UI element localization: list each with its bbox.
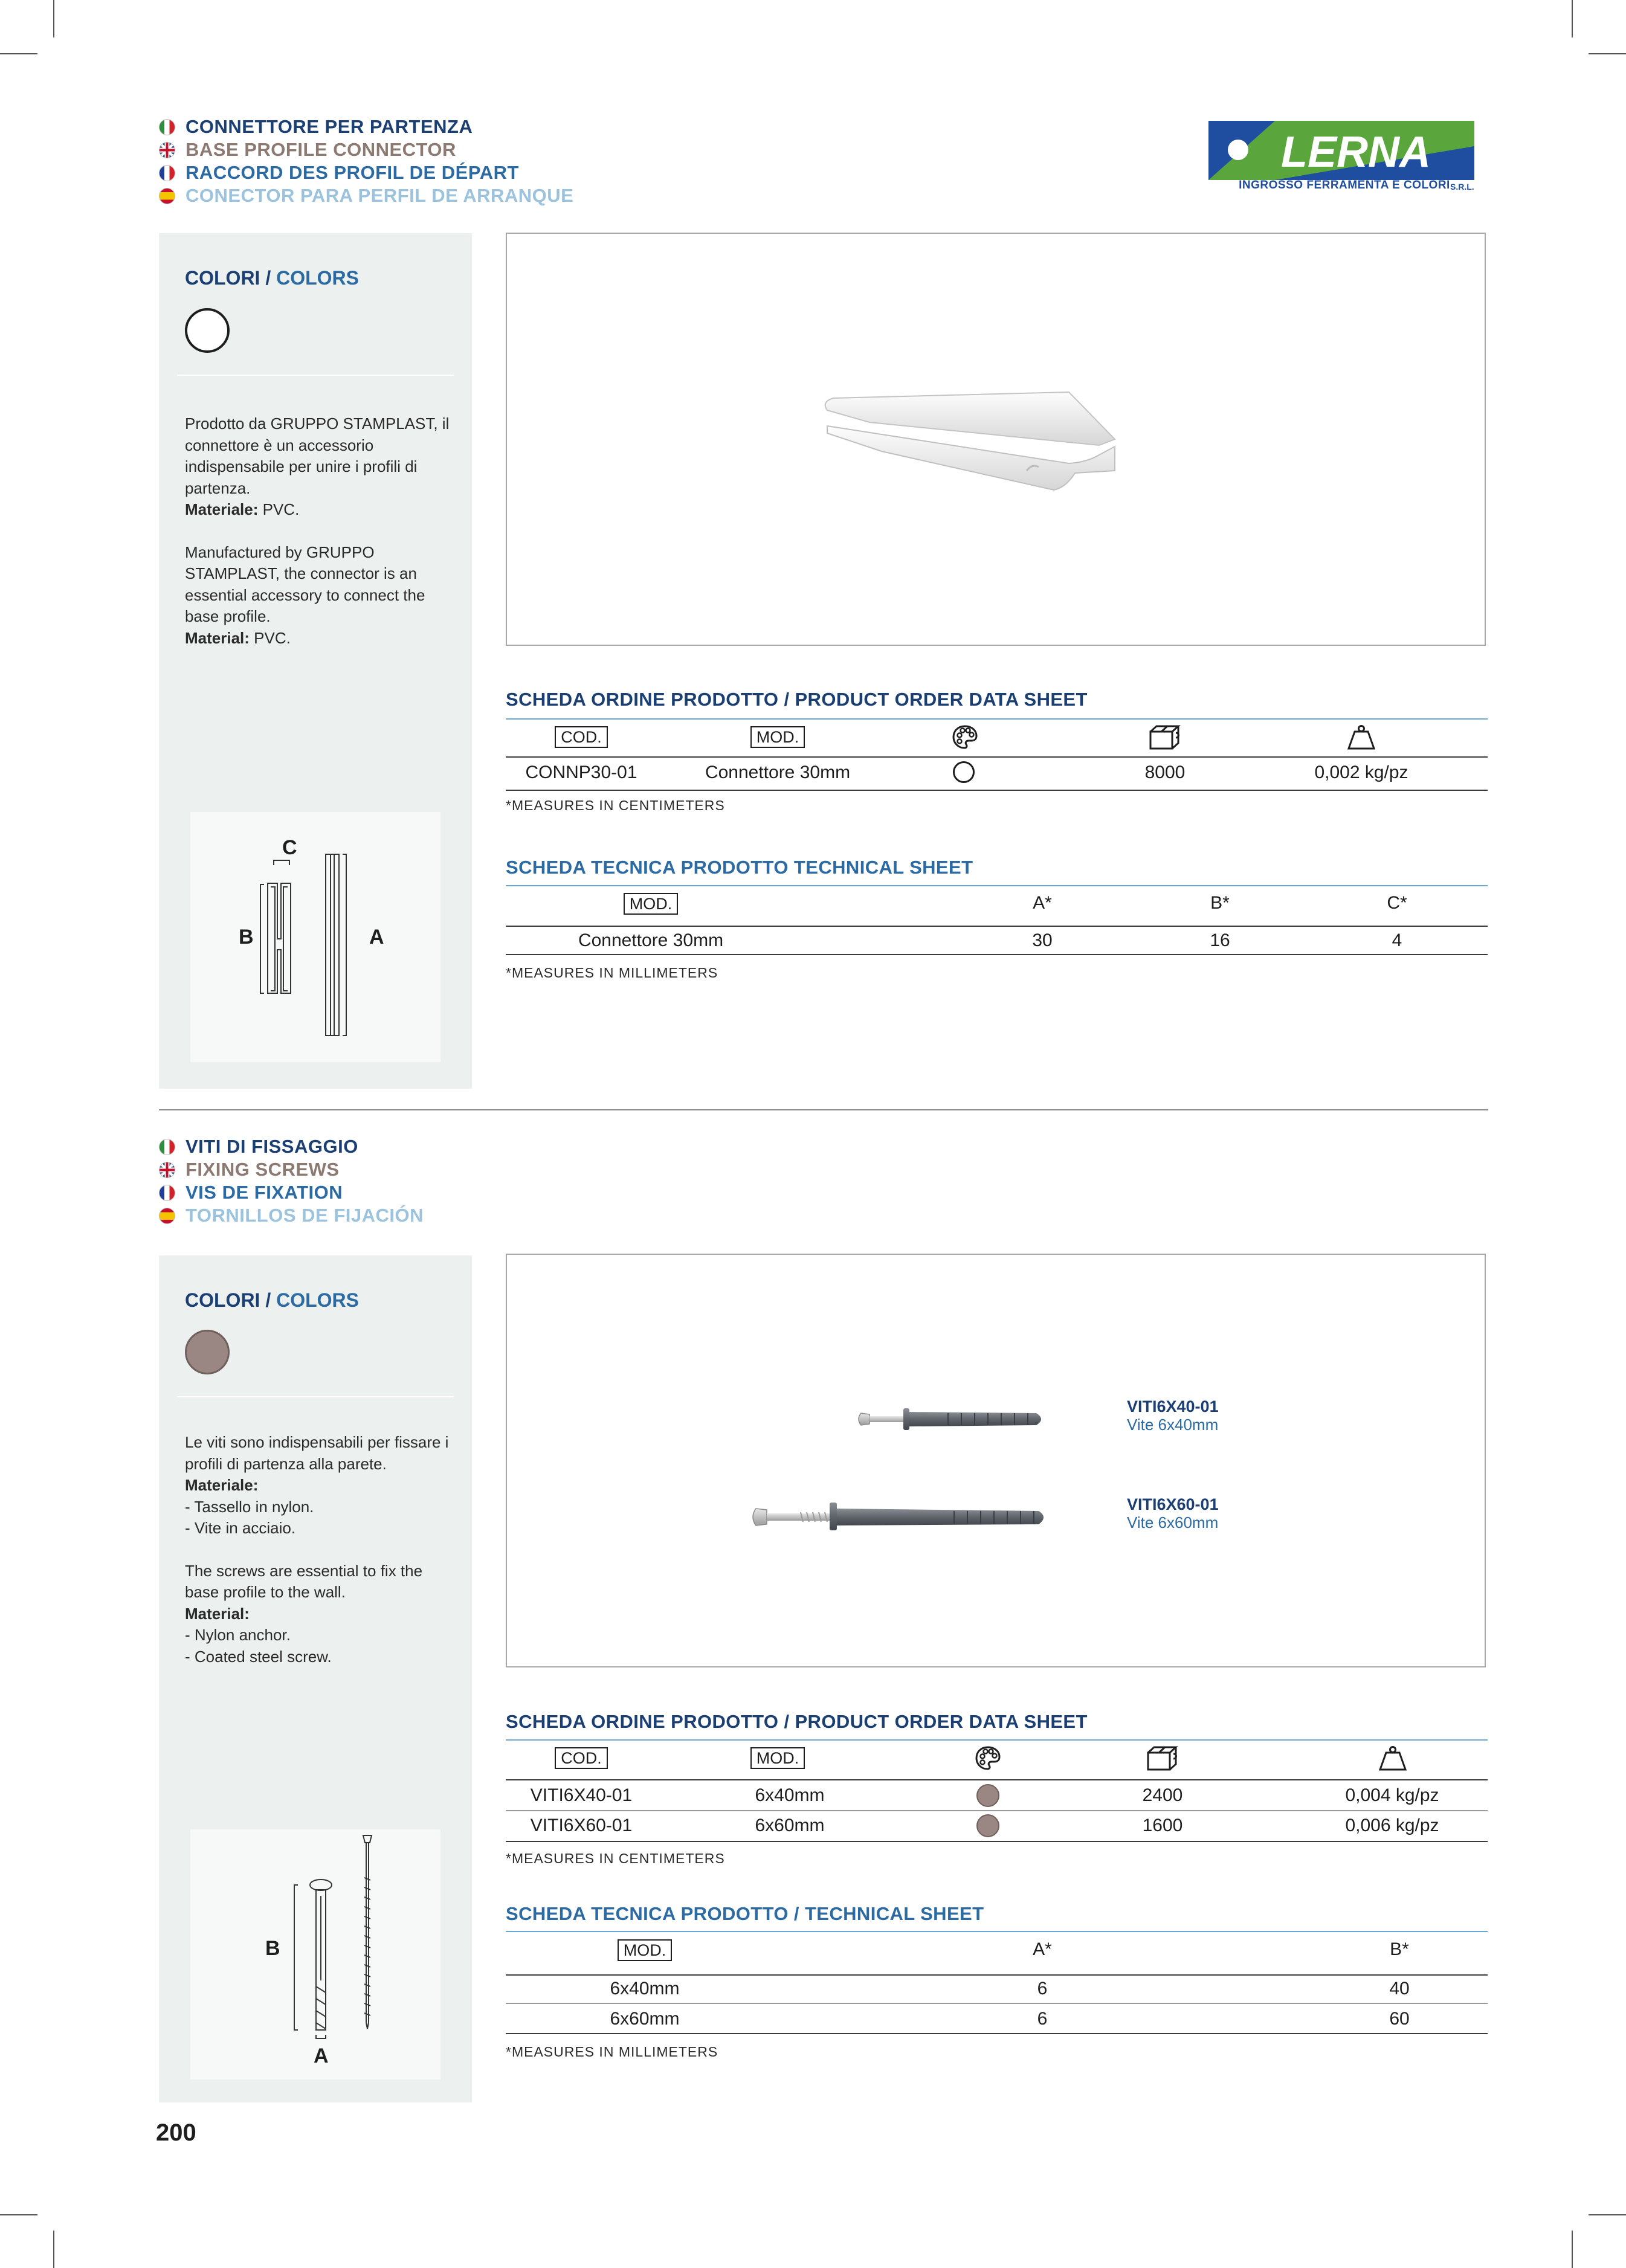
table-rule: [506, 1779, 1488, 1780]
uk-flag-icon: [159, 142, 175, 158]
cell-cod: CONNP30-01: [525, 762, 637, 782]
title-rule: [506, 1931, 1488, 1932]
title-rule: [506, 885, 1488, 886]
cell-qty: 1600: [1142, 1815, 1183, 1835]
crop-mark: [1572, 0, 1573, 37]
section1-side-panel: [159, 233, 472, 1089]
cell-a: 6: [1037, 1979, 1048, 1999]
cell-cod: VITI6X40-01: [530, 1785, 633, 1805]
palette-icon: [950, 724, 980, 755]
dimension-a-label: A: [369, 926, 384, 949]
table-rule: [506, 2033, 1488, 2034]
product-code-label: VITI6X60-01: [1127, 1495, 1219, 1513]
box-icon: [1148, 724, 1182, 756]
measure-note: *MEASURES IN CENTIMETERS: [506, 797, 725, 813]
title-rule: [506, 718, 1488, 720]
table-rule: [506, 756, 1488, 758]
col-header-a: A*: [1033, 1939, 1052, 1959]
title-en: BASE PROFILE CONNECTOR: [159, 138, 573, 161]
section2-titles: [159, 1135, 424, 1227]
svg-text:S.R.L.: S.R.L.: [1450, 182, 1474, 192]
cell-mod: 6x60mm: [755, 1815, 825, 1835]
col-header-mod: MOD.: [687, 726, 868, 748]
title-it: VITI DI FISSAGGIO: [159, 1135, 424, 1158]
material-it: Materiale: PVC.: [185, 500, 300, 518]
weight-icon: [1378, 1745, 1408, 1776]
italy-flag-icon: [159, 1139, 175, 1155]
svg-text:LERNA: LERNA: [1281, 128, 1431, 176]
crop-mark: [53, 2231, 54, 2268]
cell-weight: 0,006 kg/pz: [1345, 1815, 1439, 1835]
title-es: TORNILLOS DE FIJACIÓN: [159, 1204, 424, 1227]
colors-title: COLORI / COLORS: [185, 1289, 359, 1311]
col-header-c: C*: [1387, 893, 1407, 913]
col-header-a: A*: [1033, 893, 1052, 913]
color-swatch-grey-brown: [975, 1814, 1001, 1842]
table-rule: [506, 2003, 1488, 2004]
color-swatch-grey-brown: [975, 1784, 1001, 1812]
weight-icon: [1346, 724, 1376, 755]
page-number: 200: [156, 2119, 196, 2146]
dimension-b-label: B: [265, 1937, 280, 1960]
crop-mark: [1572, 2231, 1573, 2268]
cell-mod: 6x40mm: [610, 1979, 680, 1999]
cell-mod: 6x60mm: [610, 2009, 680, 2029]
measure-note: *MEASURES IN MILLIMETERS: [506, 965, 718, 981]
table-rule: [506, 954, 1488, 955]
section1-titles: [159, 115, 573, 207]
cell-qty: 8000: [1144, 762, 1186, 782]
lerna-logo: [1205, 116, 1483, 198]
product-name-label: Vite 6x60mm: [1127, 1513, 1219, 1532]
dimension-a-label: A: [314, 2044, 329, 2067]
crop-mark: [53, 0, 54, 37]
material-en: Material: PVC.: [185, 628, 291, 647]
measure-note: *MEASURES IN MILLIMETERS: [506, 2044, 718, 2060]
dimension-b-label: B: [239, 926, 254, 949]
cell-b: 60: [1389, 2009, 1410, 2029]
col-header-b: B*: [1390, 1939, 1409, 1959]
section2-side-panel: [159, 1255, 472, 2102]
crop-mark: [0, 53, 37, 54]
screws-illustration: [507, 1255, 1485, 1666]
tech-sheet-title: SCHEDA TECNICA PRODOTTO / TECHNICAL SHEET: [506, 1903, 984, 1924]
cell-weight: 0,002 kg/pz: [1314, 762, 1408, 782]
col-header-mod: MOD.: [590, 893, 711, 915]
connector-diagram-drawing: [190, 812, 440, 1062]
cell-a: 6: [1037, 2009, 1048, 2029]
title-fr: RACCORD DES PROFIL DE DÉPART: [159, 161, 573, 184]
crop-mark: [1589, 2214, 1626, 2215]
connector-dimension-diagram: [190, 812, 440, 1062]
spain-flag-icon: [159, 188, 175, 204]
table-rule: [506, 926, 1488, 927]
col-header-cod: COD.: [518, 726, 645, 748]
product-description: Le viti sono indispensabili per fissare i profili di partenza alla parete. Materiale: - Tassello in nylon. - Vite in acciaio. The screws are essential to fix the base profile to the wall. Material: - Nylon anchor. - Coated steel screw.: [185, 1433, 449, 1666]
logo-tagline: INGROSSO FERRAMENTA E COLORI: [1239, 179, 1450, 192]
cell-cod: VITI6X60-01: [530, 1815, 633, 1835]
connector-product-photo: [506, 233, 1486, 646]
order-sheet-title: SCHEDA ORDINE PRODOTTO / PRODUCT ORDER DATA SHEET: [506, 1711, 1088, 1732]
table-rule: [506, 1974, 1488, 1976]
col-header-cod: COD.: [518, 1747, 645, 1769]
box-icon: [1146, 1745, 1179, 1777]
palette-icon: [973, 1745, 1003, 1776]
cell-b: 40: [1389, 1979, 1410, 1999]
product-code-label: VITI6X40-01: [1127, 1397, 1219, 1416]
cell-mod: Connettore 30mm: [578, 930, 724, 950]
crop-mark: [1589, 53, 1626, 54]
cell-mod: 6x40mm: [755, 1785, 825, 1805]
cell-weight: 0,004 kg/pz: [1345, 1785, 1439, 1805]
screw-dimension-diagram: [190, 1829, 440, 2080]
tech-sheet-title: SCHEDA TECNICA PRODOTTO TECHNICAL SHEET: [506, 857, 973, 878]
table-rule: [506, 790, 1488, 791]
cell-b: 16: [1210, 930, 1230, 950]
section-divider: [159, 1109, 1488, 1110]
table-rule: [506, 1810, 1488, 1811]
title-en: FIXING SCREWS: [159, 1158, 424, 1181]
divider: [177, 375, 454, 376]
color-swatch-white: [185, 308, 230, 353]
cell-c: 4: [1392, 930, 1402, 950]
title-rule: [506, 1739, 1488, 1741]
cell-mod: Connettore 30mm: [705, 762, 851, 782]
product-description: Prodotto da GRUPPO STAMPLAST, il connettore è un accessorio indispensabile per unire i profili di partenza. Materiale: PVC. Manufactured by GRUPPO STAMPLAST, the connector is an essential accessory to connect the base profile. Material: PVC.: [185, 413, 451, 649]
dimension-c-label: C: [282, 836, 297, 859]
screw-diagram-drawing: [190, 1829, 440, 2080]
france-flag-icon: [159, 1185, 175, 1201]
colors-title: COLORI / COLORS: [185, 267, 359, 289]
crop-mark: [0, 2214, 37, 2215]
france-flag-icon: [159, 165, 175, 181]
color-swatch-white: [952, 761, 976, 788]
divider: [177, 1396, 454, 1397]
connector-illustration: [507, 234, 1485, 645]
title-fr: VIS DE FIXATION: [159, 1181, 424, 1204]
screws-product-photo: [506, 1254, 1486, 1667]
cell-qty: 2400: [1142, 1785, 1183, 1805]
color-swatch-grey-brown: [185, 1330, 230, 1374]
spain-flag-icon: [159, 1208, 175, 1224]
uk-flag-icon: [159, 1162, 175, 1178]
order-sheet-title: SCHEDA ORDINE PRODOTTO / PRODUCT ORDER DATA SHEET: [506, 689, 1088, 710]
product-name-label: Vite 6x40mm: [1127, 1416, 1219, 1434]
col-header-mod: MOD.: [687, 1747, 868, 1769]
title-it: CONNETTORE PER PARTENZA: [159, 115, 573, 138]
italy-flag-icon: [159, 119, 175, 135]
title-es: CONECTOR PARA PERFIL DE ARRANQUE: [159, 184, 573, 207]
col-header-mod: MOD.: [584, 1939, 705, 1961]
cell-a: 30: [1032, 930, 1053, 950]
col-header-b: B*: [1210, 893, 1230, 913]
table-rule: [506, 1841, 1488, 1842]
measure-note: *MEASURES IN CENTIMETERS: [506, 1851, 725, 1866]
